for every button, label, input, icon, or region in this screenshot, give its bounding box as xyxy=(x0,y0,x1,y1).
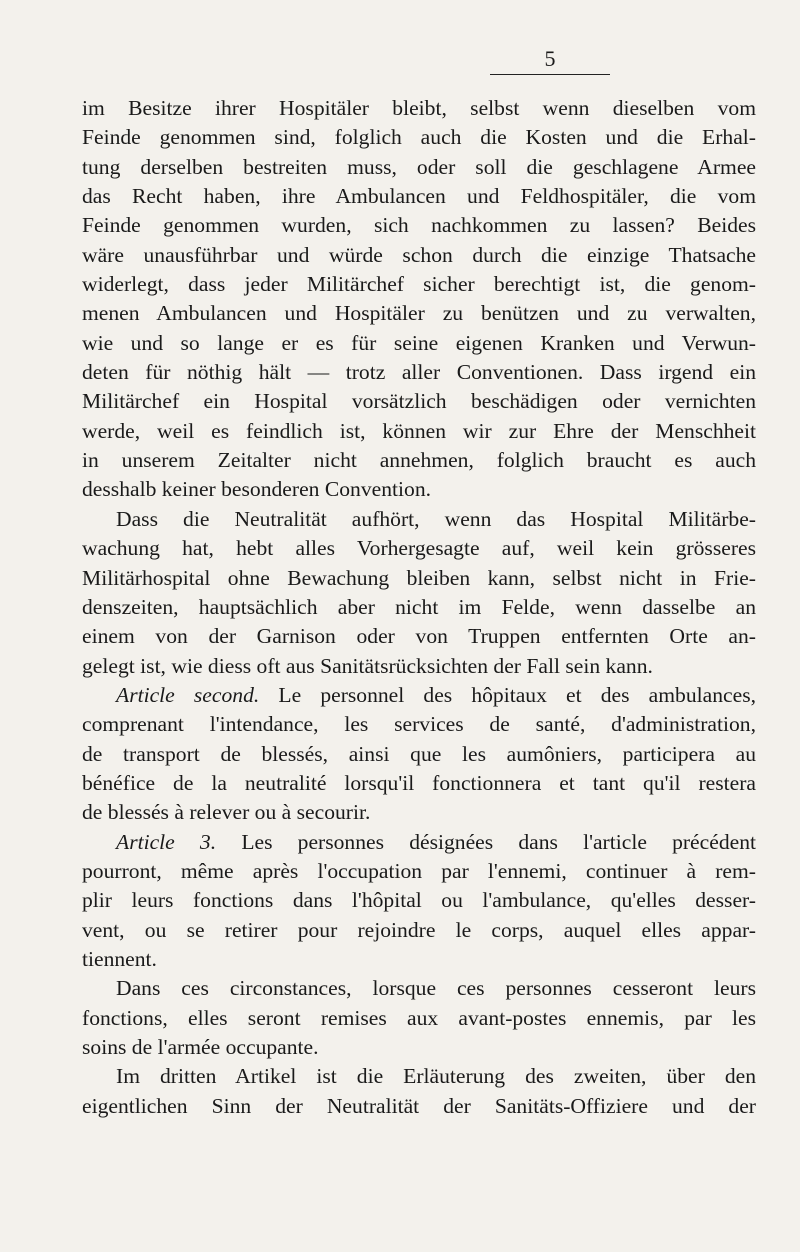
text-run: Le personnel des hôpitaux et des ambulances, xyxy=(259,682,756,707)
paragraph-article-3 xyxy=(82,828,756,975)
text-line: fonctions, elles seront remises aux avant-postes ennemis, par les xyxy=(82,1005,756,1030)
text-line: desshalb keiner besonderen Convention. xyxy=(82,477,432,502)
text-line: tung derselben bestreiten muss, oder soll die geschlagene Armee xyxy=(82,154,756,179)
text-line: bénéfice de la neutralité lorsqu'il fonctionnera et tant qu'il restera xyxy=(82,770,756,795)
text-line: vent, ou se retirer pour rejoindre le corps, auquel elles appar- xyxy=(82,917,756,942)
text-line: in unserem Zeitalter nicht annehmen, folglich braucht es auch xyxy=(82,448,756,473)
text-line: widerlegt, dass jeder Militärchef sicher berechtigt ist, die genom- xyxy=(82,272,756,297)
text-line: wie und so lange er es für seine eigenen Kranken und Verwun- xyxy=(82,330,756,355)
text-line: Feinde genommen wurden, sich nachkommen zu lassen? Beides xyxy=(82,213,756,238)
text-line: menen Ambulancen und Hospitäler zu benützen und zu verwalten, xyxy=(82,301,756,326)
text-line: Dans ces circonstances, lorsque ces personnes cesseront leurs xyxy=(116,976,756,1001)
page-number: 5 xyxy=(490,46,610,75)
text-line: deten für nöthig hält — trotz aller Conventionen. Dass irgend ein xyxy=(82,360,756,385)
article-heading: Article second. xyxy=(116,682,260,707)
paragraph-5 xyxy=(82,974,756,1062)
paragraph-article-second xyxy=(82,681,756,828)
article-heading: Article 3. xyxy=(116,829,217,854)
text-line: denszeiten, hauptsächlich aber nicht im Felde, wenn dasselbe an xyxy=(82,594,756,619)
text-line: Militärhospital ohne Bewachung bleiben kann, selbst nicht in Frie- xyxy=(82,565,756,590)
text-line: wachung hat, hebt alles Vorhergesagte auf, weil kein grösseres xyxy=(82,536,756,561)
text-line: de blessés à relever ou à secourir. xyxy=(82,800,371,825)
paragraph-2 xyxy=(82,505,756,681)
text-line xyxy=(82,681,756,710)
text-line: gelegt ist, wie diess oft aus Sanitätsrücksichten der Fall sein kann. xyxy=(82,653,653,678)
text-line: wäre unausführbar und würde schon durch die einzige Thatsache xyxy=(82,242,756,267)
text-line: das Recht haben, ihre Ambulancen und Feldhospitäler, die vom xyxy=(82,184,756,209)
text-line xyxy=(82,828,756,857)
text-line: comprenant l'intendance, les services de santé, d'administration, xyxy=(82,712,756,737)
text-line: tiennent. xyxy=(82,946,157,971)
text-line: pourront, même après l'occupation par l'ennemi, continuer à rem- xyxy=(82,858,756,883)
text-line: eigentlichen Sinn der Neutralität der Sanitäts-Offiziere und der xyxy=(82,1093,756,1118)
text-run: Les personnes désignées dans l'article précédent xyxy=(216,829,756,854)
text-line: de transport de blessés, ainsi que les aumôniers, participera au xyxy=(82,741,756,766)
text-line: im Besitze ihrer Hospitäler bleibt, selbst wenn dieselben vom xyxy=(82,96,756,120)
text-line: werde, weil es feindlich ist, können wir zur Ehre der Menschheit xyxy=(82,418,756,443)
text-line: Feinde genommen sind, folglich auch die Kosten und die Erhal- xyxy=(82,125,756,150)
text-line: soins de l'armée occupante. xyxy=(82,1035,319,1059)
body-text xyxy=(82,94,756,1121)
paragraph-1 xyxy=(82,94,756,505)
paragraph-6 xyxy=(82,1062,756,1121)
text-line: einem von der Garnison oder von Truppen entfernten Orte an- xyxy=(82,624,756,649)
text-line: plir leurs fonctions dans l'hôpital ou l'ambulance, qu'elles desser- xyxy=(82,888,756,913)
text-line: Im dritten Artikel ist die Erläuterung des zweiten, über den xyxy=(116,1064,756,1089)
text-line: Dass die Neutralität aufhört, wenn das Hospital Militärbe- xyxy=(116,506,756,531)
text-line: Militärchef ein Hospital vorsätzlich beschädigen oder vernichten xyxy=(82,389,756,414)
